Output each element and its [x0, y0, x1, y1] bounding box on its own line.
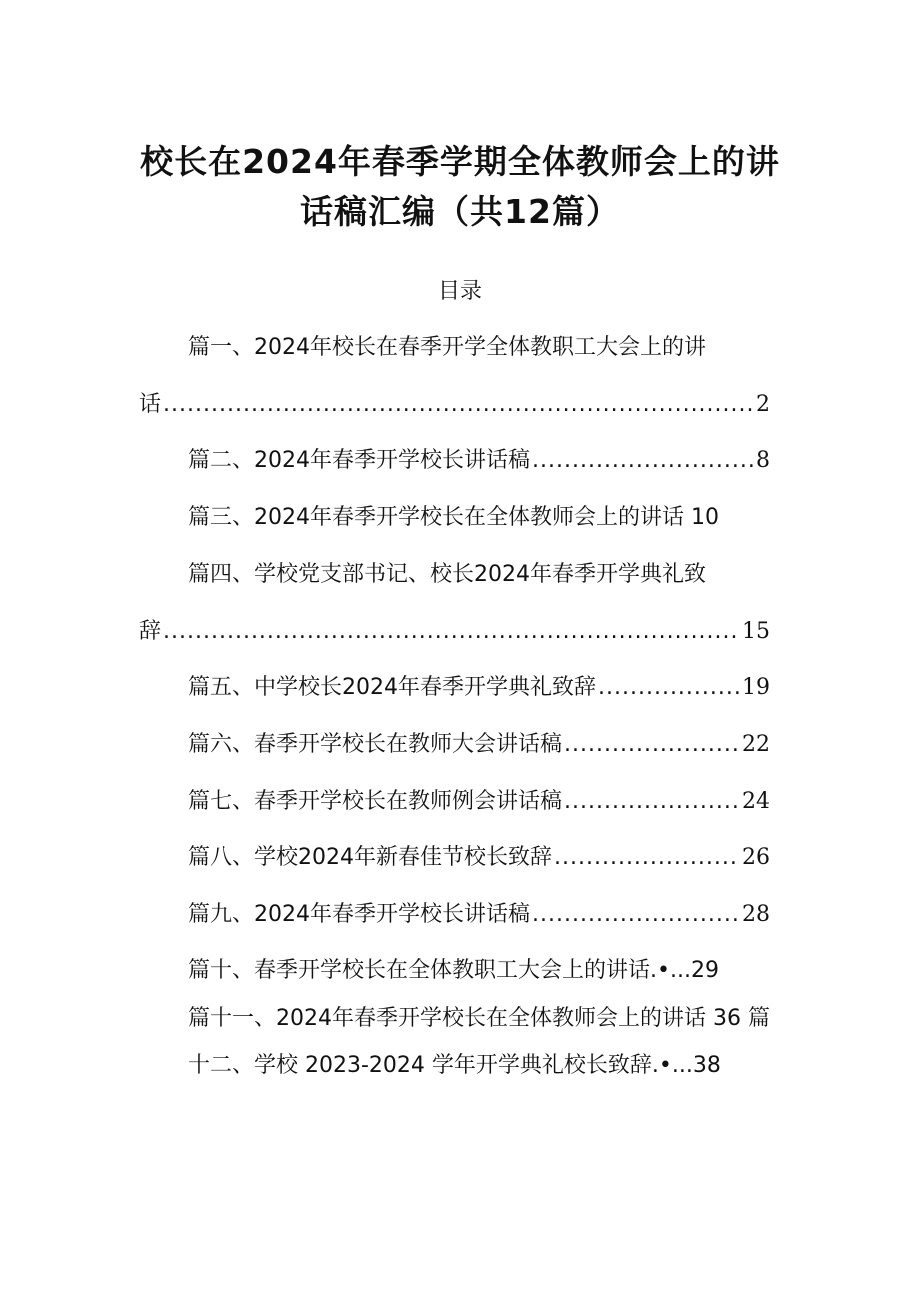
leader-dots	[163, 390, 754, 420]
toc-page-number: 26	[742, 845, 770, 870]
toc-page-number: 19	[742, 675, 770, 700]
toc-entry-label: 篇三、2024年春季开学校长在全体教师会上的讲话 10	[188, 505, 719, 530]
leader-dots	[554, 843, 740, 873]
toc-page-number: 22	[742, 732, 770, 757]
toc-page-number: 15	[742, 619, 770, 644]
toc-entry-9	[188, 900, 770, 930]
toc-entry-4-line-2	[139, 617, 770, 647]
toc-entry-label: 篇九、2024年春季开学校长讲话稿	[188, 902, 530, 927]
toc-page-number: 24	[742, 789, 770, 814]
toc-page-number: 28	[742, 902, 770, 927]
toc-entry-5	[188, 673, 770, 703]
toc-entry-label: 篇六、春季开学校长在教师大会讲话稿	[188, 732, 563, 757]
leader-dots	[564, 730, 740, 760]
leader-dots	[598, 673, 740, 703]
toc-entry-1-line-1	[188, 333, 706, 363]
toc-entry-label: 篇四、学校党支部书记、校长2024年春季开学典礼致	[188, 562, 706, 587]
document-title-line-1: 校长在2024年春季学期全体教师会上的讲	[140, 142, 780, 181]
toc-entry-label: 篇五、中学校长2024年春季开学典礼致辞	[188, 675, 596, 700]
toc-entry-label: 篇十一、2024年春季开学校长在全体教师会上的讲话 36 篇	[188, 1006, 770, 1031]
leader-dots	[532, 446, 754, 476]
toc-entry-4-line-1	[188, 560, 706, 590]
toc-entry-label: 篇二、2024年春季开学校长讲话稿	[188, 448, 530, 473]
toc-entry-label: 篇七、春季开学校长在教师例会讲话稿	[188, 789, 563, 814]
toc-entry-2	[188, 446, 770, 476]
toc-entry-12	[188, 1051, 721, 1081]
toc-entry-1-line-2	[139, 390, 770, 420]
leader-dots	[163, 617, 740, 647]
toc-entry-11	[188, 1004, 770, 1034]
toc-entry-6	[188, 730, 770, 760]
toc-page-number: 8	[756, 448, 770, 473]
leader-dots	[564, 787, 740, 817]
toc-page-number: 2	[756, 392, 770, 417]
leader-dots	[532, 900, 740, 930]
toc-entry-label: 话	[139, 392, 162, 417]
toc-entry-label: 篇一、2024年校长在春季开学全体教职工大会上的讲	[188, 335, 706, 360]
toc-entry-7	[188, 787, 770, 817]
toc-heading: 目录	[437, 279, 482, 304]
toc-entry-8	[188, 843, 770, 873]
toc-entry-label: 篇八、学校2024年新春佳节校长致辞	[188, 845, 552, 870]
toc-entry-label: 十二、学校 2023-2024 学年开学典礼校长致辞.•...38	[188, 1053, 721, 1078]
toc-entry-10	[188, 956, 719, 986]
toc-entry-label: 辞	[139, 619, 162, 644]
toc-entry-label: 篇十、春季开学校长在全体教职工大会上的讲话.•...29	[188, 958, 719, 983]
document-title-line-2: 话稿汇编（共12篇）	[300, 192, 620, 231]
toc-entry-3	[188, 503, 719, 533]
